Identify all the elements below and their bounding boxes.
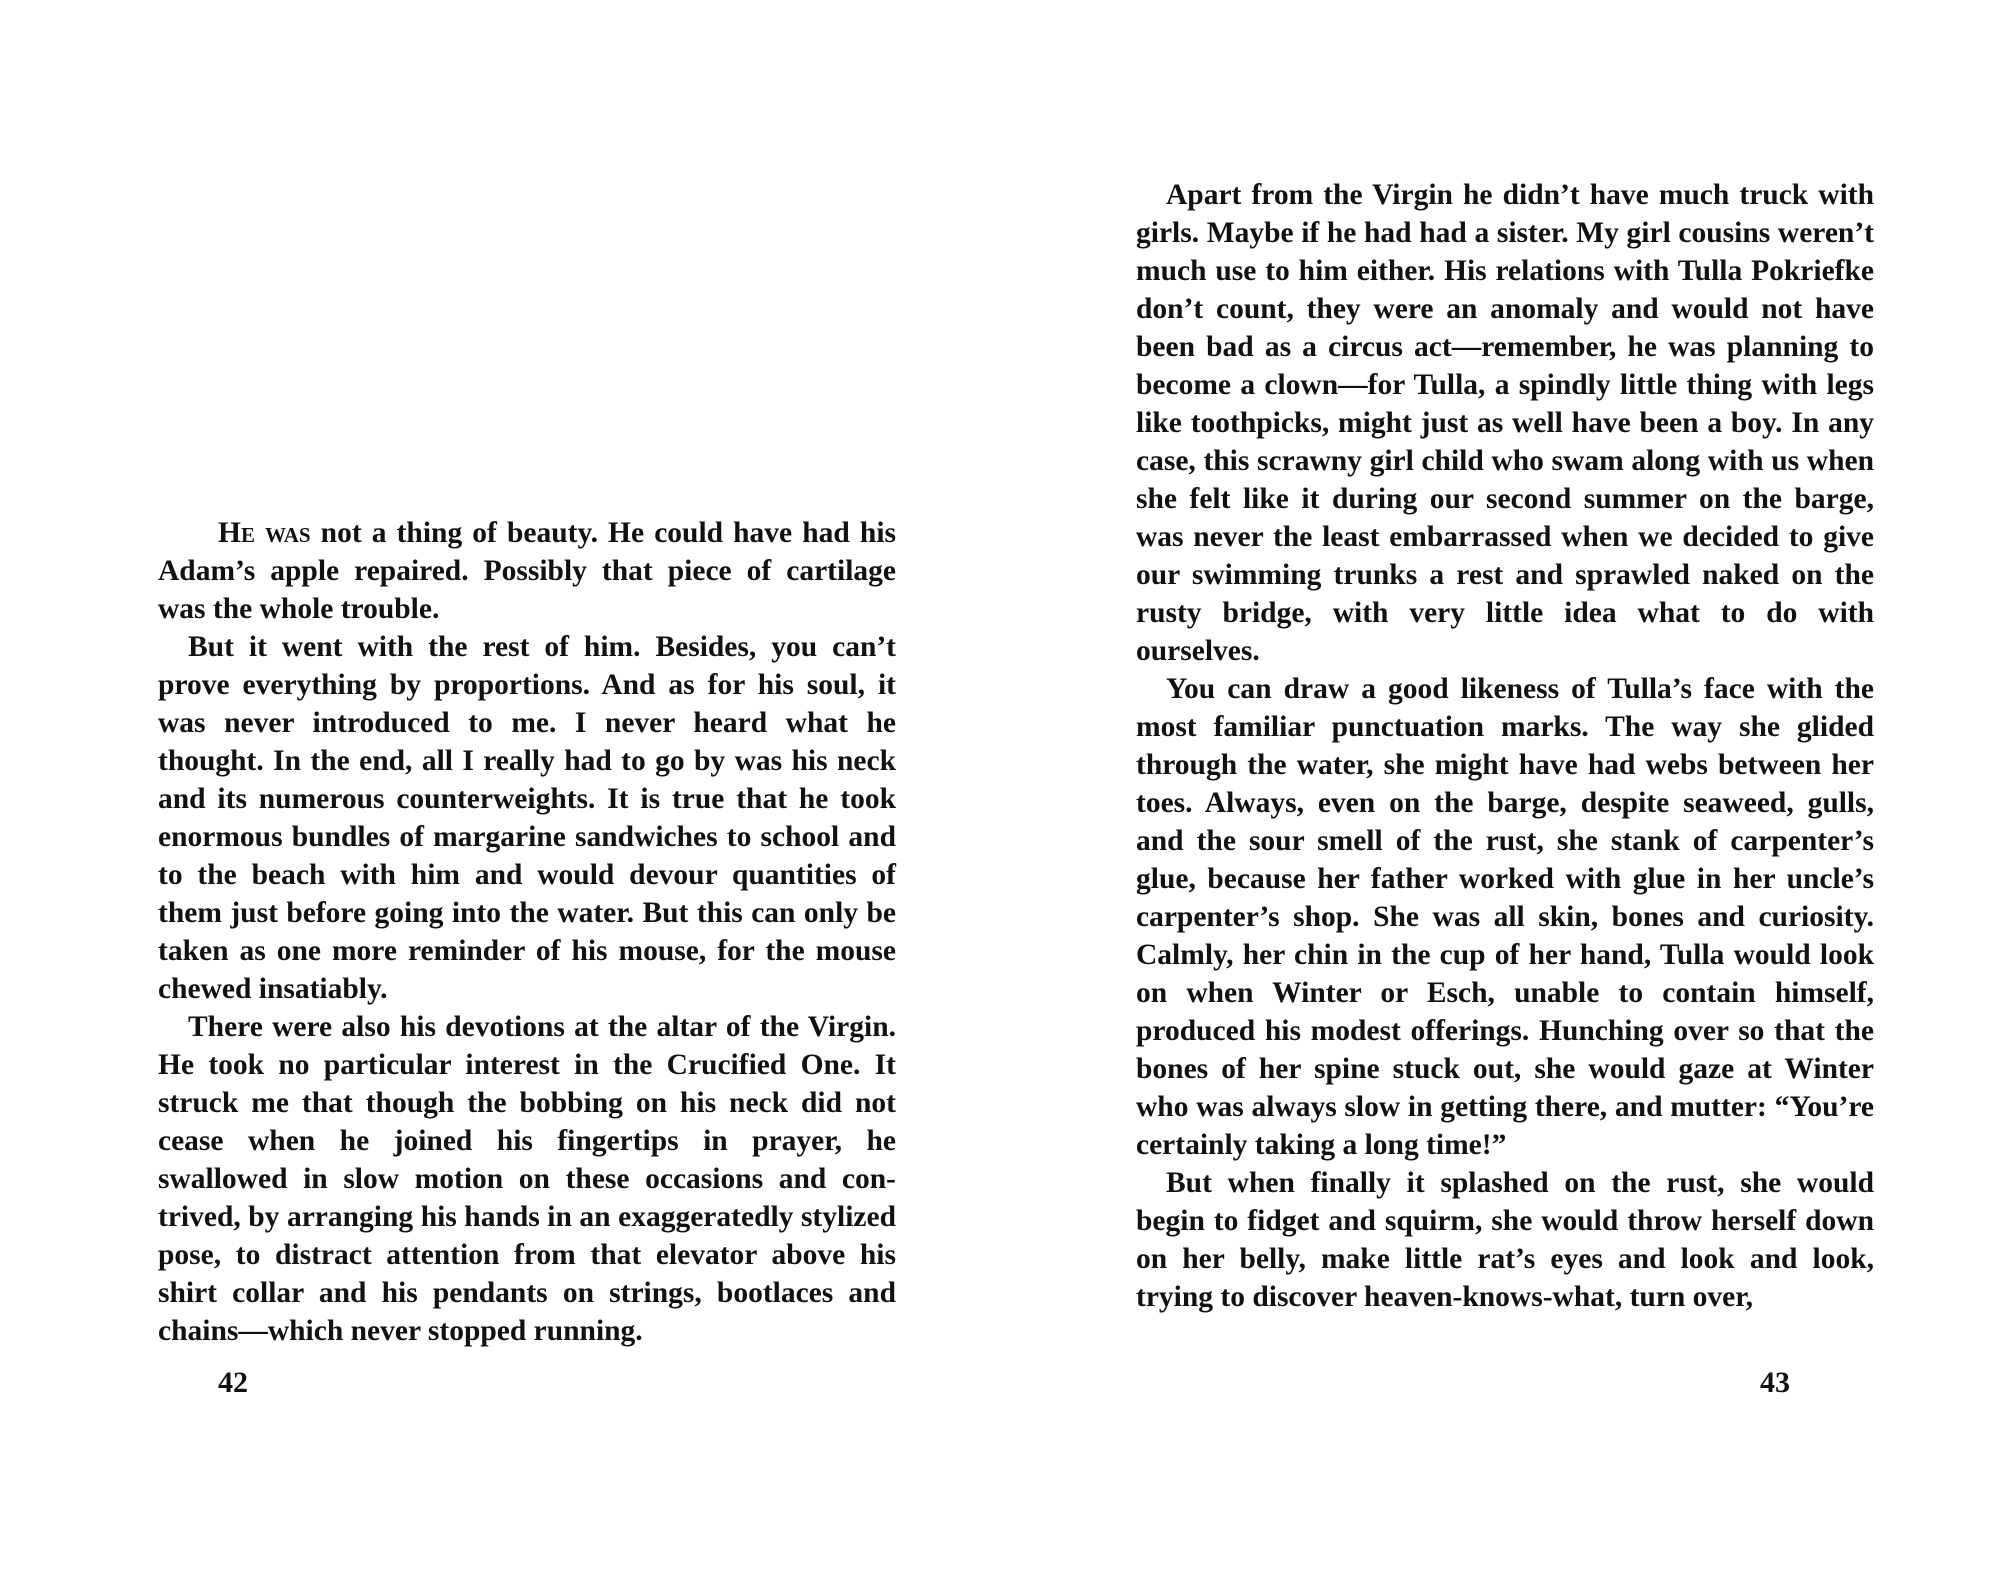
- left-page-text: [158, 514, 896, 1350]
- right-page-text: [1136, 176, 1874, 1316]
- paragraph: There were also his devotions at the altar of the Virgin. He took no particular interest in the Crucified One. It struck me that though the bobbing on his neck did not cease when he joined his fingertips in prayer, he swallowed in slow motion on these occasions and contrived, by arranging his hands in an exaggeratedly stylized pose, to distract attention from that elevator above his shirt collar and his pendants on strings, bootlaces and chains—which never stopped running.: [158, 1011, 896, 1347]
- right-page: [1000, 0, 2000, 1596]
- paragraph: But it went with the rest of him. Besides, you can’t prove everything by proportions. And as for his soul, it was never introduced to me. I never heard what he thought. In the end, all I really had to go by was his neck and its numerous counterweights. It is true that he took enormous bundles of margarine sandwiches to school and to the beach with him and would devour quantities of them just before going into the water. But this can only be taken as one more reminder of his mouse, for the mouse chewed insatiably.: [158, 631, 896, 1005]
- paragraph-text: not a thing of beauty. He could have had his Adam’s apple repaired. Possibly that piece of cartilage was the whole trouble.: [158, 517, 896, 625]
- paragraph: Apart from the Virgin he didn’t have much truck with girls. Maybe if he had had a sister. My girl cousins weren’t much use to him either. His relations with Tulla Pokriefke don’t count, they were an anomaly and would not have been bad as a circus act—remember, he was planning to become a clown—for Tulla, a spindly little thing with legs like toothpicks, might just as well have been a boy. In any case, this scrawny girl child who swam along with us when she felt like it during our second summer on the barge, was never the least embarrassed when we decided to give our swimming trunks a rest and sprawled naked on the rusty bridge, with very little idea what to do with ourselves.: [1136, 179, 1874, 667]
- page-number: 43: [1760, 1366, 1790, 1399]
- paragraph: But when finally it splashed on the rust, she would begin to fidget and squirm, she would throw herself down on her belly, make little rat’s eyes and look and look, trying to discover heaven-knows-what, turn over,: [1136, 1167, 1874, 1313]
- page-number: 42: [218, 1366, 248, 1399]
- paragraph: [158, 514, 896, 628]
- paragraph: You can draw a good likeness of Tulla’s face with the most familiar punctuation marks. The way she glided through the water, she might have had webs between her toes. Always, even on the barge, despite seaweed, gulls, and the sour smell of the rust, she stank of carpenter’s glue, because her father worked with glue in her uncle’s carpenter’s shop. She was all skin, bones and curiosity. Calmly, her chin in the cup of her hand, Tulla would look on when Winter or Esch, unable to contain himself, produced his modest offerings. Hunching over so that the bones of her spine stuck out, she would gaze at Winter who was always slow in getting there, and mutter: “You’re certainly taking a long time!”: [1136, 673, 1874, 1161]
- chapter-opening-smallcaps: He was: [218, 517, 311, 549]
